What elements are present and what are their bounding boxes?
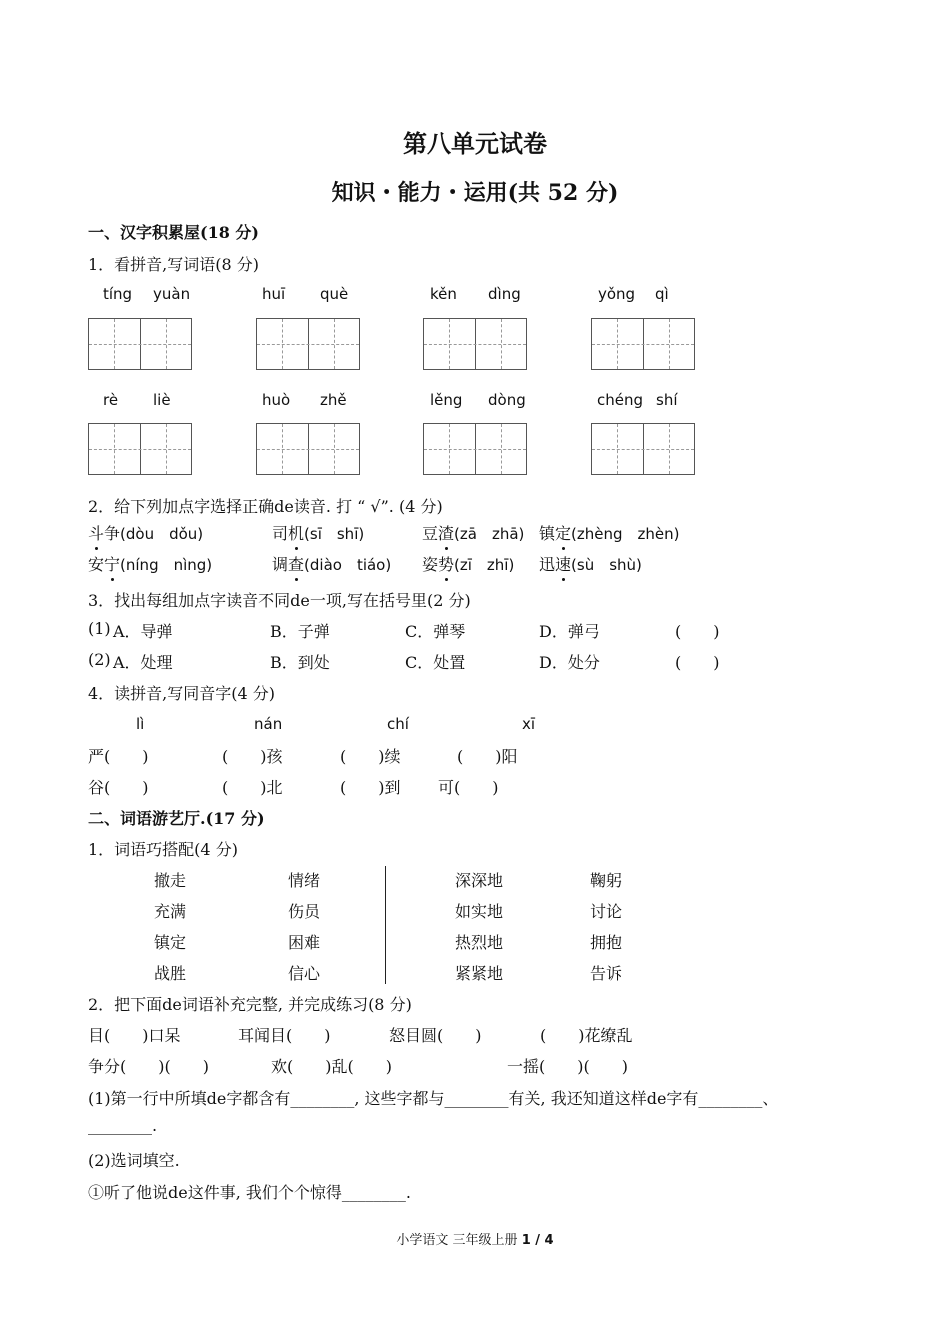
pinyin-label: huò: [262, 391, 291, 409]
page-number: 1 / 4: [521, 1233, 554, 1248]
match-word[interactable]: 鞠躬: [590, 871, 623, 890]
homophone-blank[interactable]: ( )续: [340, 747, 401, 766]
option-num: (1): [88, 619, 111, 638]
idiom-blank[interactable]: 争分( )( ): [88, 1057, 209, 1076]
match-word[interactable]: 镇定: [154, 933, 187, 952]
column-divider: [385, 866, 386, 984]
idiom-blank[interactable]: 怒目圆( ): [389, 1026, 482, 1045]
pinyin-label: yuàn: [153, 285, 191, 303]
match-word[interactable]: 信心: [288, 964, 321, 983]
s2-q1-prompt: 1．词语巧搭配(4 分): [88, 840, 238, 859]
reading-item: [88, 521, 203, 544]
homophone-blank[interactable]: ( )阳: [457, 747, 518, 766]
pinyin-label: lěng: [430, 391, 463, 409]
idiom-blank[interactable]: 一摇( )( ): [507, 1057, 628, 1076]
dotted-char: 速: [555, 552, 571, 575]
char: 姿: [422, 555, 439, 574]
tianzige-box[interactable]: [591, 318, 695, 370]
footer-text: 小学语文 三年级上册: [396, 1233, 518, 1248]
answer-blank[interactable]: ( ): [675, 622, 720, 641]
pinyin-label: xī: [522, 715, 536, 733]
fill-in-item[interactable]: ①听了他说de这件事, 我们个个惊得________.: [88, 1183, 411, 1202]
homophone-blank[interactable]: ( )北: [222, 778, 283, 797]
pinyin-options[interactable]: (zā zhā): [454, 525, 525, 543]
pinyin-label: rè: [103, 391, 119, 409]
dotted-char: 斗: [88, 521, 104, 544]
match-word[interactable]: 困难: [288, 933, 321, 952]
pinyin-label: shí: [656, 391, 678, 409]
reading-item: [422, 521, 524, 544]
dotted-char: 定: [555, 521, 571, 544]
char: 调: [272, 555, 289, 574]
page-subtitle: 知识・能力・运用(共 52 分): [331, 180, 619, 206]
pinyin-label: dòng: [488, 391, 526, 409]
pinyin-label: kěn: [430, 285, 457, 303]
match-word[interactable]: 情绪: [288, 871, 321, 890]
match-word[interactable]: 战胜: [154, 964, 187, 983]
sub-question-1[interactable]: (1)第一行中所填de字都含有________, 这些字都与________有关, 我还知道这样de字有________、: [88, 1089, 779, 1108]
page-title: 第八单元试卷: [403, 129, 547, 158]
q1-prompt: 1．看拼音,写词语(8 分): [88, 255, 260, 274]
option-d: D．处分: [539, 653, 600, 672]
pinyin-label: zhě: [320, 391, 347, 409]
match-word[interactable]: 充满: [154, 902, 187, 921]
pinyin-label: tíng: [103, 285, 133, 303]
pinyin-label: chéng: [597, 391, 644, 409]
match-word[interactable]: 深深地: [455, 871, 504, 890]
pinyin-label: què: [320, 285, 349, 303]
option-c: C．处置: [405, 653, 466, 672]
sub-question-1-cont[interactable]: ________.: [88, 1116, 158, 1135]
option-a: A．导弹: [113, 622, 173, 641]
char: 争: [104, 524, 121, 543]
s2-q2-prompt: 2．把下面de词语补充完整, 并完成练习(8 分): [88, 995, 412, 1014]
homophone-blank[interactable]: 谷( ): [88, 778, 149, 797]
dotted-char: 机: [288, 521, 304, 544]
tianzige-box[interactable]: [88, 318, 192, 370]
section2-heading: 二、词语游艺厅.(17 分): [88, 809, 265, 828]
pinyin-label: dìng: [488, 285, 521, 303]
char: 镇: [539, 524, 556, 543]
reading-item: [539, 521, 680, 544]
reading-item: [272, 552, 391, 575]
pinyin-options[interactable]: (níng nìng): [120, 556, 213, 574]
idiom-blank[interactable]: 目( )口呆: [88, 1026, 181, 1045]
q3-prompt: 3．找出每组加点字读音不同de一项,写在括号里(2 分): [88, 591, 471, 610]
match-word[interactable]: 紧紧地: [455, 964, 504, 983]
match-word[interactable]: 拥抱: [590, 933, 623, 952]
pinyin-options[interactable]: (zhèng zhèn): [571, 525, 680, 543]
tianzige-box[interactable]: [256, 423, 360, 475]
homophone-blank[interactable]: ( )孩: [222, 747, 283, 766]
char: 迅: [539, 555, 556, 574]
q2-prompt: 2．给下列加点字选择正确de读音. 打 “ √”. (4 分): [88, 497, 443, 516]
pinyin-label: nán: [254, 715, 283, 733]
homophone-blank[interactable]: 严( ): [88, 747, 149, 766]
pinyin-label: lì: [136, 715, 145, 733]
reading-item: [422, 552, 514, 575]
option-c: C．弹琴: [405, 622, 466, 641]
char: 豆: [422, 524, 439, 543]
tianzige-box[interactable]: [256, 318, 360, 370]
char: 司: [272, 524, 289, 543]
pinyin-options[interactable]: (sī shī): [304, 525, 365, 543]
tianzige-box[interactable]: [423, 318, 527, 370]
option-num: (2): [88, 650, 111, 669]
idiom-blank[interactable]: 欢( )乱( ): [271, 1057, 392, 1076]
option-d: D．弹弓: [539, 622, 600, 641]
reading-item: [539, 552, 642, 575]
dotted-char: 宁: [104, 552, 120, 575]
match-word[interactable]: 讨论: [590, 902, 623, 921]
pinyin-label: chí: [387, 715, 409, 733]
dotted-char: 势: [438, 552, 454, 575]
sub-question-2: (2)选词填空.: [88, 1151, 180, 1170]
match-word[interactable]: 伤员: [288, 902, 321, 921]
homophone-blank[interactable]: 可( ): [438, 778, 499, 797]
pinyin-options[interactable]: (sù shù): [571, 556, 642, 574]
tianzige-box[interactable]: [423, 423, 527, 475]
page-footer: [0, 1229, 950, 1248]
match-word[interactable]: 热烈地: [455, 933, 504, 952]
reading-item: [88, 552, 212, 575]
match-word[interactable]: 如实地: [455, 902, 504, 921]
match-word[interactable]: 告诉: [590, 964, 623, 983]
pinyin-label: liè: [153, 391, 171, 409]
idiom-blank[interactable]: ( )花缭乱: [540, 1026, 633, 1045]
option-b: B．到处: [270, 653, 330, 672]
dotted-char: 查: [288, 552, 304, 575]
q4-prompt: 4．读拼音,写同音字(4 分): [88, 684, 276, 703]
pinyin-label: huī: [262, 285, 286, 303]
pinyin-options[interactable]: (dòu dǒu): [120, 525, 204, 543]
pinyin-options[interactable]: (zī zhī): [454, 556, 515, 574]
match-word[interactable]: 撤走: [154, 871, 187, 890]
section1-heading: 一、汉字积累屋(18 分): [88, 223, 259, 242]
homophone-blank[interactable]: ( )到: [340, 778, 401, 797]
option-b: B．子弹: [270, 622, 330, 641]
dotted-char: 渣: [438, 521, 454, 544]
char: 安: [88, 555, 105, 574]
option-a: A．处理: [113, 653, 173, 672]
answer-blank[interactable]: ( ): [675, 653, 720, 672]
pinyin-label: qì: [655, 285, 669, 303]
tianzige-box[interactable]: [591, 423, 695, 475]
tianzige-box[interactable]: [88, 423, 192, 475]
pinyin-label: yǒng: [598, 285, 636, 303]
reading-item: [272, 521, 364, 544]
idiom-blank[interactable]: 耳闻目( ): [238, 1026, 331, 1045]
pinyin-options[interactable]: (diào tiáo): [304, 556, 392, 574]
